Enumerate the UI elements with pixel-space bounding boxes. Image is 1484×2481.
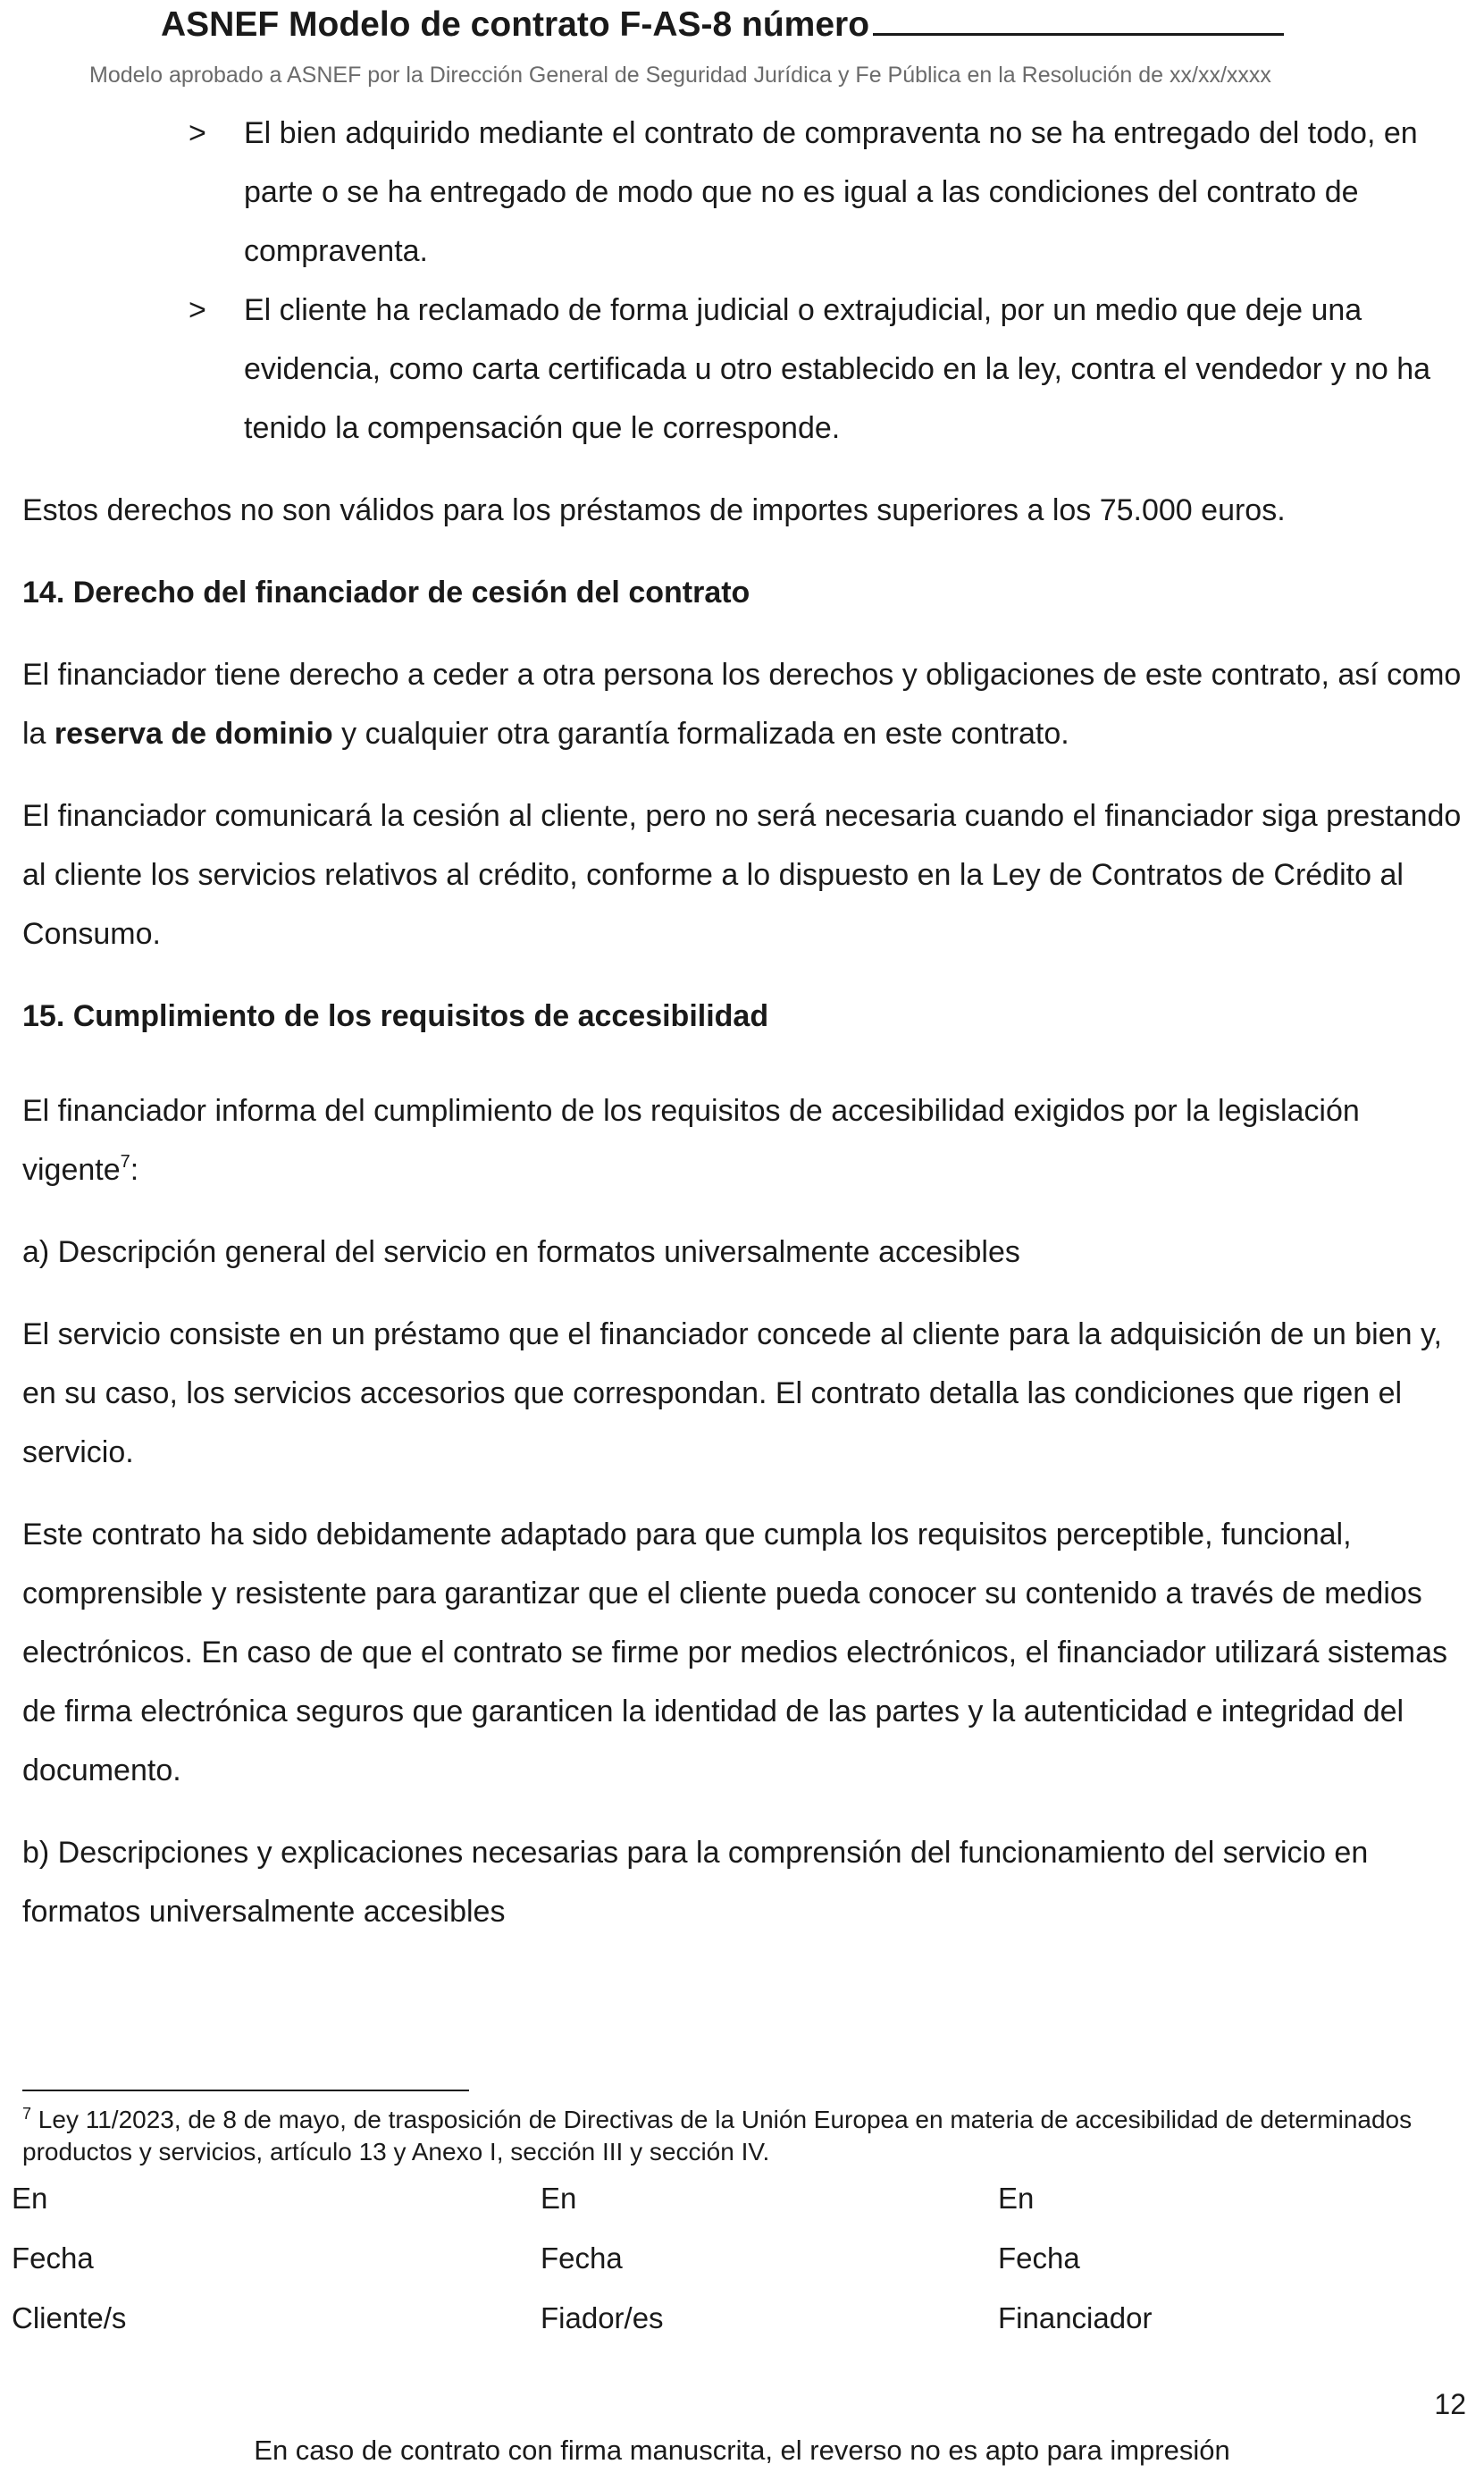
section-15-b-heading: b) Descripciones y explicaciones necesarias para la comprensión del funcionamiento del servicio en formatos universalmente accesibles <box>22 1836 1369 1929</box>
signature-date: Fecha <box>998 2241 1080 2275</box>
page-content <box>22 104 1470 1964</box>
document-title <box>161 5 1284 45</box>
signature-place: En <box>12 2182 48 2215</box>
adaptation-paragraph: Este contrato ha sido debidamente adaptado para que cumpla los requisitos perceptible, funcional, comprensible y resistente para garantizar que el cliente pueda conocer su contenido a través de medios electrónicos. En caso de que el contrato se firme por medios electrónicos, el financiador utilizará sistemas de firma electrónica seguros que garanticen la identidad de las partes y la autenticidad e integridad del documento. <box>22 1518 1447 1787</box>
bullet-marker: > <box>189 116 206 150</box>
footnote <box>22 2104 1470 2168</box>
text-span: El financiador tiene derecho a ceder a otra persona los derechos y obligaciones de este contrato, así como la <box>22 658 1462 751</box>
section-15-heading: 15. Cumplimiento de los requisitos de accesibilidad <box>22 999 769 1033</box>
text-span: El financiador informa del cumplimiento de los requisitos de accesibilidad exigidos por la legislación vigente <box>22 1094 1360 1187</box>
signature-date: Fecha <box>12 2241 94 2275</box>
signature-place: En <box>541 2182 577 2215</box>
bold-term: reserva de dominio <box>54 717 333 751</box>
approval-subtitle: Modelo aprobado a ASNEF por la Dirección General de Seguridad Jurídica y Fe Pública en la Resolución de xx/xx/xxxx <box>89 63 1271 88</box>
footnote-text: Ley 11/2023, de 8 de mayo, de trasposición de Directivas de la Unión Europea en materia de accesibilidad de determinados productos y servicios, artículo 13 y Anexo I, sección III y sección IV. <box>22 2106 1413 2166</box>
section-15-intro <box>22 1081 1470 1199</box>
footnote-number: 7 <box>22 2105 32 2123</box>
section-14-heading: 14. Derecho del financiador de cesión del contrato <box>22 576 750 610</box>
list-item <box>22 104 1479 281</box>
document-title-text: ASNEF Modelo de contrato F-AS-8 número <box>161 5 870 44</box>
rights-note: Estos derechos no son válidos para los préstamos de importes superiores a los 75.000 euros. <box>22 493 1286 527</box>
footnote-divider <box>22 2090 469 2091</box>
text-span: y cualquier otra garantía formalizada en este contrato. <box>332 717 1069 751</box>
bullet-marker: > <box>189 293 206 327</box>
page-number: 12 <box>1434 2388 1466 2420</box>
bullet-text: El cliente ha reclamado de forma judicial o extrajudicial, por un medio que deje una evidencia, como carta certificada u otro establecido en la ley, contra el vendedor y no ha tenido la compensación que le corresponde. <box>244 293 1431 445</box>
signature-column-client <box>12 2181 126 2360</box>
signature-party: Fiador/es <box>541 2301 664 2334</box>
signature-column-lender <box>998 2181 1152 2360</box>
contract-number-blank <box>873 6 1284 36</box>
footnote-reference[interactable]: 7 <box>120 1152 130 1172</box>
signature-place: En <box>998 2182 1035 2215</box>
signature-date: Fecha <box>541 2241 623 2275</box>
section-14-paragraph-2: El financiador comunicará la cesión al cliente, pero no será necesaria cuando el financiador siga prestando al cliente los servicios relativos al crédito, conforme a lo dispuesto en la Ley de Contratos de Crédito al Consumo. <box>22 799 1462 951</box>
section-14-paragraph-1 <box>22 645 1470 763</box>
signature-party: Cliente/s <box>12 2301 127 2334</box>
text-span: : <box>130 1153 139 1187</box>
bullet-text: El bien adquirido mediante el contrato de compraventa no se ha entregado del todo, en parte o se ha entregado de modo que no es igual a las condiciones del contrato de compraventa. <box>244 116 1418 268</box>
signature-column-guarantor <box>541 2181 664 2360</box>
footer-note: En caso de contrato con firma manuscrita, el reverso no es apto para impresión <box>254 2435 1230 2466</box>
list-item <box>22 281 1479 458</box>
section-15-a-heading: a) Descripción general del servicio en formatos universalmente accesibles <box>22 1235 1020 1269</box>
signature-party: Financiador <box>998 2301 1153 2334</box>
service-paragraph: El servicio consiste en un préstamo que el financiador concede al cliente para la adquisición de un bien y, en su caso, los servicios accesorios que correspondan. El contrato detalla las condiciones que rigen el servicio. <box>22 1317 1442 1469</box>
bullet-list <box>22 104 1470 458</box>
